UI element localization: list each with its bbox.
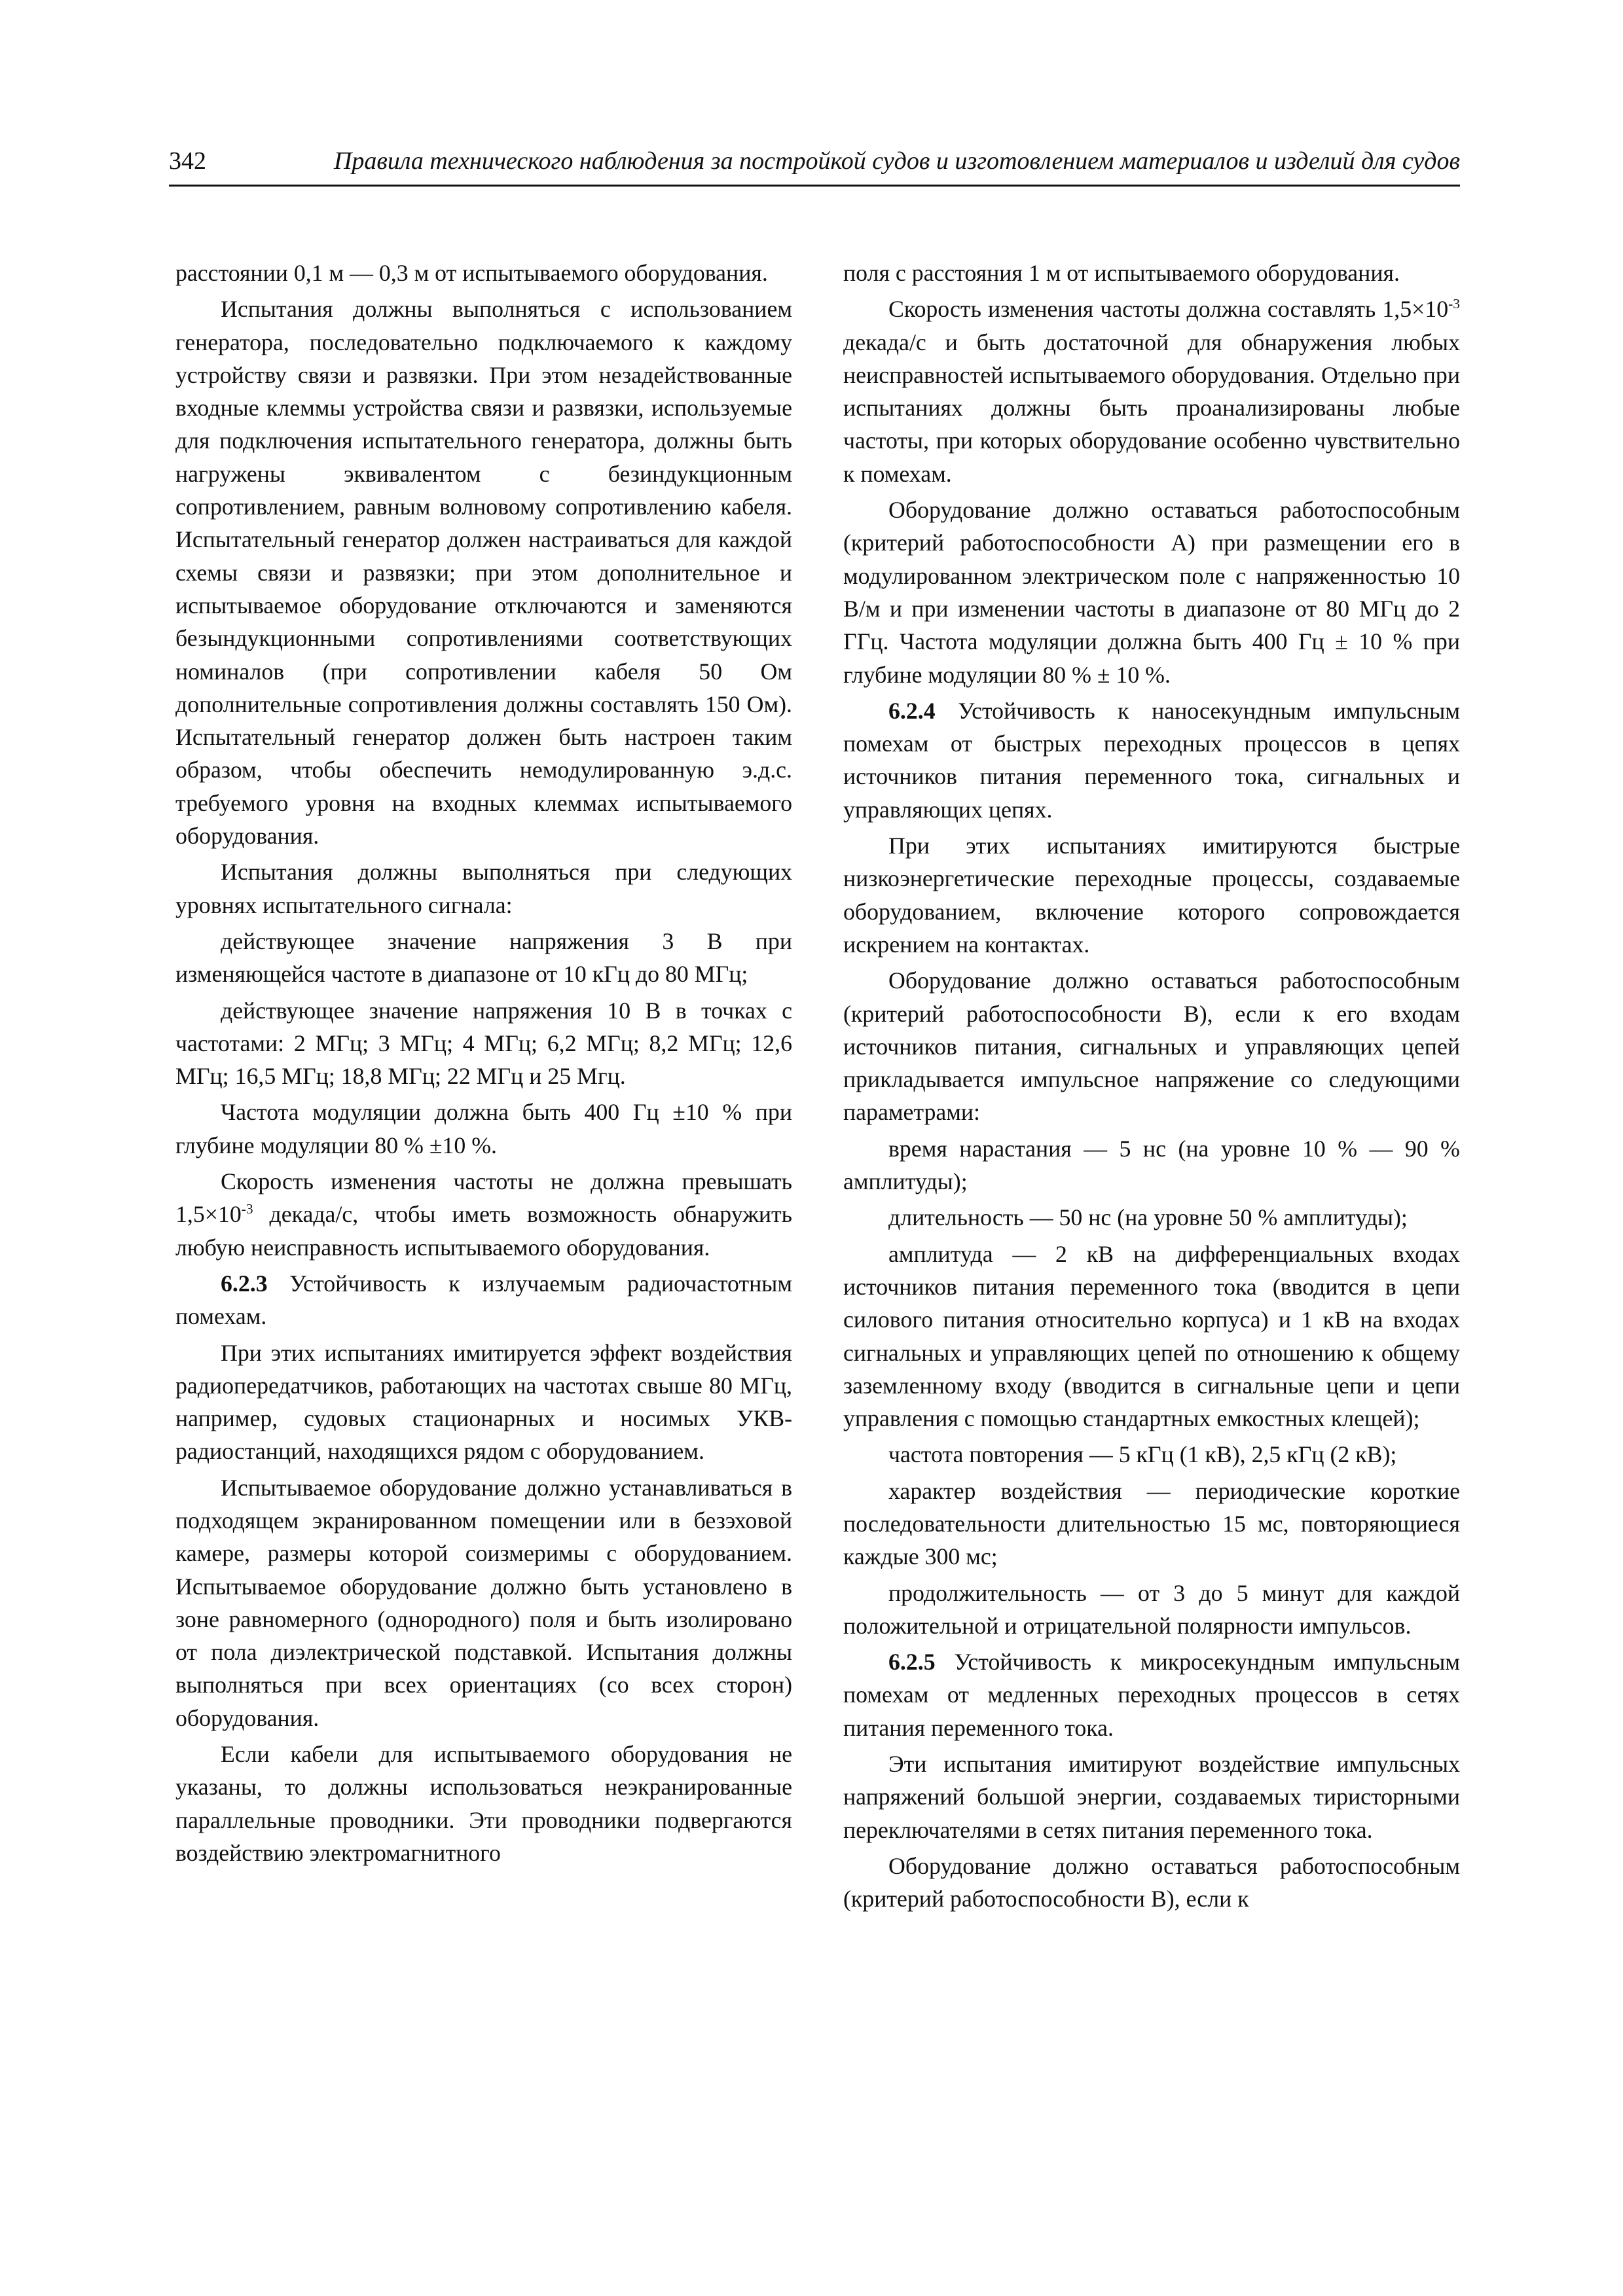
list-item: действующее значение напряжения 10 В в точках с частотами: 2 МГц; 3 МГц; 4 МГц; 6,2 МГц; 8,2 МГц; 12,6 МГц; 16,5 МГц; 18,8 МГц; 22 МГц и 25 Мгц. [175, 997, 792, 1090]
page-header [169, 145, 1460, 187]
paragraph: поля с расстояния 1 м от испытываемого оборудования. [843, 260, 1400, 286]
running-title: Правила технического наблюдения за постройкой судов и изготовлением материалов и изделий для судов [333, 147, 1460, 175]
list-item: время нарастания — 5 нс (на уровне 10 % — 90 % амплитуды); [843, 1135, 1460, 1195]
text-run: Скорость изменения частоты не должна превышать 1,5×10 [175, 1168, 792, 1228]
list-item: продолжительность — от 3 до 5 минут для каждой положительной и отрицательной полярности импульсов. [843, 1579, 1460, 1639]
paragraph: Испытания должны выполняться с использованием генератора, последовательно подключаемого к каждому устройству связи и развязки. При этом незадействованные входные клеммы устройства связи и развязки, используемые для подключения испытательного генератора, должны быть нагружены эквивалентом с безиндукционным сопротивлением, равным волновому сопротивлению кабеля. Испытательный генератор должен настраиваться для каждой схемы связи и развязки; при этом дополнительное и испытываемое оборудование отключаются и заменяются безындукционными сопротивлениями соответствующих номиналов (при сопротивлении кабеля 50 Ом дополнительные сопротивления должны составлять 150 Ом). Испытательный генератор должен быть настроен таким образом, чтобы обеспечить немодулированную э.д.с. требуемого уровня на входных клеммах испытываемого оборудования. [175, 296, 792, 850]
paragraph: расстоянии 0,1 м — 0,3 м от испытываемого оборудования. [175, 260, 768, 286]
section-heading [843, 694, 1460, 826]
exponent: -3 [241, 1201, 253, 1217]
section-title: Устойчивость к наносекундным импульсным помехам от быстрых переходных процессов в цепях источников питания переменного тока, сигнальных и управляющих цепях. [843, 697, 1460, 823]
list-item: характер воздействия — периодические короткие последовательности длительностью 15 мс, повторяющиеся каждые 300 мс; [843, 1477, 1460, 1570]
exponent: -3 [1448, 296, 1460, 312]
section-number: 6.2.3 [221, 1270, 268, 1297]
paragraph: Оборудование должно оставаться работоспособным (критерий работоспособности В), если к его входам источников питания, сигнальных и управляющих цепей прикладывается импульсное напряжение со следующими параметрами: [843, 967, 1460, 1126]
section-title: Устойчивость к микросекундным импульсным помехам от медленных переходных процессов в сетях питания переменного тока. [843, 1649, 1460, 1741]
left-column [175, 257, 792, 2194]
text-run: Скорость изменения частоты должна составлять 1,5×10 [888, 296, 1449, 323]
page-number: 342 [169, 147, 206, 175]
paragraph [843, 293, 1460, 490]
section-heading [175, 1267, 792, 1333]
section-title: Устойчивость к излучаемым радиочастотным помехам. [175, 1270, 792, 1330]
list-item: длительность — 50 нс (на уровне 50 % амплитуды); [888, 1204, 1408, 1231]
text-run: декада/с, чтобы иметь возможность обнаружить любую неисправность испытываемого оборудования. [175, 1201, 792, 1261]
section-number: 6.2.4 [888, 697, 936, 724]
paragraph: Эти испытания имитируют воздействие импульсных напряжений большой энергии, создаваемых тиристорными переключателями в сетях питания переменного тока. [843, 1751, 1460, 1843]
paragraph: Испытания должны выполняться при следующих уровнях испытательного сигнала: [175, 859, 792, 918]
list-item: действующее значение напряжения 3 В при изменяющейся частоте в диапазоне от 10 кГц до 80 МГц; [175, 927, 792, 988]
paragraph: При этих испытаниях имитируется эффект воздействия радиопередатчиков, работающих на частотах свыше 80 МГц, например, судовых стационарных и носимых УКВ-радиостанций, находящихся рядом с оборудованием. [175, 1339, 792, 1465]
paragraph: Испытываемое оборудование должно устанавливаться в подходящем экранированном помещении или в безэховой камере, размеры которой соизмеримы с оборудованием. Испытываемое оборудование должно быть установлено в зоне равномерного (однородного) поля и быть изолировано от пола диэлектрической подставкой. Испытания должны выполняться при всех ориентациях (со всех сторон) оборудования. [175, 1474, 792, 1731]
list-item: амплитуда — 2 кВ на дифференциальных входах источников питания переменного тока (вводится в цепи силового питания относительно корпуса) и 1 кВ на входах сигнальных и управляющих цепей по отношению к общему заземленному входу (вводится в сигнальные цепи и цепи управления с помощью стандартных емкостных клещей); [843, 1240, 1460, 1432]
paragraph [175, 1165, 792, 1264]
right-column [843, 257, 1460, 2194]
paragraph: Если кабели для испытываемого оборудования не указаны, то должны использоваться неэкранированные параллельные проводники. Эти проводники подвергаются воздействию электромагнитного [175, 1741, 792, 1866]
paragraph: Оборудование должно оставаться работоспособным (критерий работоспособности В), если к [843, 1852, 1460, 1912]
section-number: 6.2.5 [888, 1649, 936, 1676]
paragraph: Частота модуляции должна быть 400 Гц ±10 % при глубине модуляции 80 % ±10 %. [175, 1099, 792, 1158]
text-run: декада/с и быть достаточной для обнаружения любых неисправностей испытываемого оборудования. Отдельно при испытаниях должны быть проанализированы любые частоты, при которых оборудование особенно чувствительно к помехам. [843, 329, 1460, 487]
paragraph: При этих испытаниях имитируются быстрые низкоэнергетические переходные процессы, создаваемые оборудованием, включение которого сопровождается искрением на контактах. [843, 833, 1460, 958]
section-heading [843, 1645, 1460, 1744]
list-item: частота повторения — 5 кГц (1 кВ), 2,5 кГц (2 кВ); [888, 1441, 1397, 1468]
paragraph: Оборудование должно оставаться работоспособным (критерий работоспособности А) при размещении его в модулированном электрическом поле с напряженностью 10 В/м и при изменении частоты в диапазоне от 80 МГц до 2 ГГц. Частота модуляции должна быть 400 Гц ± 10 % при глубине модуляции 80 % ± 10 %. [843, 497, 1460, 688]
